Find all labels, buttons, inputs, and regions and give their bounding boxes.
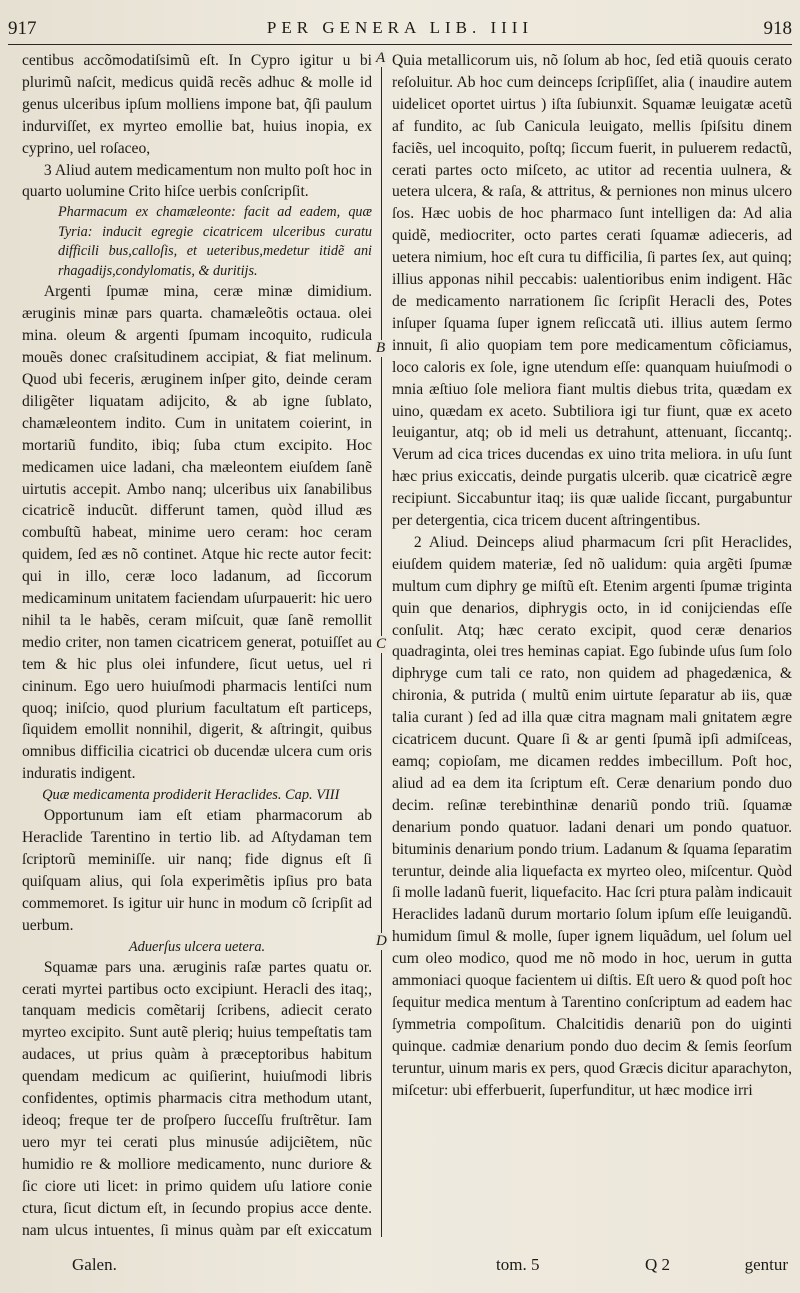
footer-signature: Q 2 [645, 1255, 671, 1274]
right-column-paragraph: 2 Aliud. Deinceps aliud pharmacum ſcri pſit Heraclides, eiuſdem quidem materiæ, ſed nõ ualidum: quia argẽti ſpumæ multum cum diphry ge miſtũ eſt. Etenim argenti ſpumæ triginta quin que denarios, diphrygis octo, in id conijciendas eſſe conſulit. Atq; hæc cerato excipit, quod ceræ denarios quadraginta, olei tres heminas capiat. Ego ſubinde uſus ſum ſolo diphryge cum tali ce rato, non quidem ad phagedænica, & chironia, & putrida ( multũ enim uirtute ſeparatur ab iis, quæ talia curant ) ſed ad illa quæ citra magnam mali gnitatem ægre cicatricem ducunt. Quare ſi & ar genti ſpumã ipſi admiſceas, eamq; copioſam, me dicamen reddes imbecillum. Poſt hoc, aliud ad ea dem ita ſcriptum eſt. Ceræ denarium pondo duo decim. reſinæ terebinthinæ denariũ pondo triũ. ſquamæ denarium pondo quatuor. ladani denari um pondo quatuor. bituminis denarium pondo trium. Ladanum & ſquama ſeparatim teruntur, deinde alia liquefacta ex myrteo oleo, miſcentur. Quòd ſi molle ladanũ fuerit, liquefacito. Hac ſcri ptura palàm indicauit Heraclides ladanũ durum mortario ſolum ipſum eſſe leuigandũ. humidum ſimul & molle, ſuper ignem liquãdum, uel ſolum uel cum oleo modico, quod me nõ modo in hoc, uerum in gutta ammoniaci quoque facientem ui diſtis. Eſt uero & quod poſt hoc ſequitur medica mentum à Tarentino conſcriptum ad eadem hac ſymmetria compoſitum. Chalcitidis denariũ pon do uiginti quinque. cadmiæ denarium pondo duo decim & ſemis ſeorſum teruntur, uinum maris ex pers, quod Græcis dicitur aparachyton, miſcetur: ubi efferbuerit, ſuperfunditur, ut hæc modice irri [392, 533, 792, 1099]
left-column [22, 50, 372, 1237]
left-column-paragraph: Argenti ſpumæ mina, ceræ minæ dimidium. æruginis minæ pars quarta. chamæleõtis octaua. olei mina. oleum & argenti ſpumam incoquito, rudicula mouẽs donec craſsitudinem accipiat, & fiat melinum. Quod ubi feceris, æruginem inſper gito, deinde ceram diligẽter liquatam adijcito, & ab igne ſublato, chamæleontem indito. Cum in unitatem coierint, in mortariũ fundito, ibiq; ſuba ctum excipito. Hoc medicamen uice ladani, cha mæleontem eiuſdem ſanẽ uirtutis accepit. Ambo nanq; ulceribus uix ſanabilibus cicatricẽ inducũt. differunt tamen, quòd illud æs combuſtũ habeat, minime uero ceram: hoc ceram quidem, ſed æs nõ continet. Atque hic recte autor fecit: qui in illo, ceræ loco ladanum, ad ſiccorum medicaminum unitatem faciendam uſurpauerit: hic uero nihil ta le habẽs, ceram miſcuit, quæ ſanẽ remollit medio criter, non tamen cicatricem generat, potuiſſet au tem & hic plus olei infundere, ſicut uetus, uel ri cininum. Ego uero huiuſmodi pharmacis lentiſci num quoq; iniſcio, quod plurium facultatum eſt particeps, ſiquidem emollit nonnihil, digerit, & aſtringit, quibus omnibus difficilia cicatrici ob ducendæ ulcera cum oris induratis indigent. [22, 283, 372, 783]
page-number-right: 918 [763, 18, 792, 39]
right-column [392, 50, 792, 1237]
running-title: PER GENERA LIB. IIII [266, 18, 534, 37]
left-column-paragraph: 3 Aliud autem medicamentum non multo poſt hoc in quarto uolumine Crito hiſce uerbis conſcripſit. [22, 161, 372, 201]
footer-tome: tom. 5 [496, 1255, 540, 1274]
left-column-paragraph: Quæ medicamenta prodiderit Heraclides. Cap. VIII [42, 787, 340, 804]
margin-letter-b: B [376, 340, 386, 356]
margin-letter-c: C [376, 636, 387, 652]
footer-catchword: gentur [744, 1255, 788, 1274]
page-number-left: 917 [8, 18, 37, 39]
page-footer [0, 1255, 800, 1281]
margin-letter-a: A [376, 50, 386, 66]
left-column-paragraph: Pharmacum ex chamæleonte: facit ad eadem, quæ Tyria: inducit egregie cicatricem ulceribus curatu difficili bus,calloſis, et ueteribus,medetur itidẽ ani rhagadijs,condylomatis, & duritijs. [58, 204, 372, 279]
page-header [0, 18, 800, 46]
margin-letter-d: D [376, 933, 387, 949]
left-column-paragraph: Aduerſus ulcera uetera. [128, 938, 266, 955]
left-column-paragraph: centibus accõmodatiſsimũ eſt. In Cypro igitur u bi plurimũ naſcit, medicus quidã recẽs adhuc & molle id genus ulceribus ipſum molliens impone bat, q̃ſi paulum indurviſſet, ex myrteo emollie bat, huius inopia, ex cyprino, uel roſaceo, [22, 52, 372, 157]
left-column-paragraph: Opportunum iam eſt etiam pharmacorum ab Heraclide Tarentino in tertio lib. ad Aſtydaman tem ſcriptorũ meminiſſe. uir nanq; fide dignus eſt ſi quiſquam alius, qui ſola experimẽtis ipſius pro bata commemoret. Is igitur uir hunc in modum cõ ſcripſit ad uerbum. [22, 807, 372, 934]
left-column-paragraph: Squamæ pars una. æruginis raſæ partes quatu or. cerati myrtei partibus octo excipiunt. Heracli des itaq;, tanquam medicis comẽtarij ſcribens, adiecit cerato myrteo excipito. Sunt autẽ pleriq; huius tempeſtatis tam audaces, ut prius quàm à præceptoribus habitum quendam medicum ac quiſierint, huiuſmodi libris confidentes, optimis pharmacis citra methodum utant, ideoq; freque ter de proſpero ſucceſſu fruſtrẽtur. Iam uero myr tei cerati plus minusúe adijciẽtem, nũc humidio re & molliore medicamento, nunc duriore & ſic ciore uti licet: in primo quidem uſu latiore conie ctura, ſicut dictum eſt, in ſecundo propius acce dente. nam ulcus intuentes, ſi minus quàm par eſt exiccatum [22, 958, 372, 1237]
header-rule [8, 44, 792, 45]
right-column-paragraph: Quia metallicorum uis, nõ ſolum ab hoc, ſed etiã quouis cerato reſoluitur. Ab hoc cum deinceps ſcripſiſſet, alia ( inaudire autem uidelicet oportet uirtus ) iſta ſubiunxit. Squamæ leuigatæ acetũ af fundito, ac ſub Canicula leuigato, mellis ſpiſsitu dinem faciẽs, uel incoquito, poſtq; ſiccum fuerit, in puluerem redactũ, cerati partes octo miſceto, ac utitor ad recentia uulnera, & uetera ulcera, & raſa, & attritus, & perniones non minus ulcero ſos. Hæc uobis de hoc pharmaco ſunt intelligen da: Ad alia quidẽ, mediocriter, octo partes cerati ſquamæ adieceris, ad uetera nimium, hoc eſt cura tu difficilia, ſi partes ſex, aut quinq; illius apponas nihil peccabis: ualentioribus enim indigent. Hãc de medicamento narrationem ſic ſcripſit Heracli des, Potes inſuper ſquama ſuper ignem reſiccatã uti. illius autem ſermo innuit, ſi alio quopiam tem pore medicamentum cõficiamus, loco caloris ex ſole, igne utendum eſſe: quanquam huiuſmodi o mnia æſtiuo ſole meliora fiant multis diebus trita, quædam ex uino, quædam ex aceto. Subtiliora igi tur fiunt, quæ ex aceto leuigantur, atq; ob id meli us detrahunt, attenuant, ſiccantq;. Verum ad cica trices ducendas ex uino trita meliora. in uſu ſunt hæc prius exiccatis, deinde purgatis ulcerib. quæ cicatricẽ ægre recipiunt. Siccabuntur itaq; iis quæ ualide ſiccant, purgabuntur per detergentia, cica tricem ducent aſtringentibus. [392, 52, 792, 530]
footer-author: Galen. [72, 1255, 117, 1274]
